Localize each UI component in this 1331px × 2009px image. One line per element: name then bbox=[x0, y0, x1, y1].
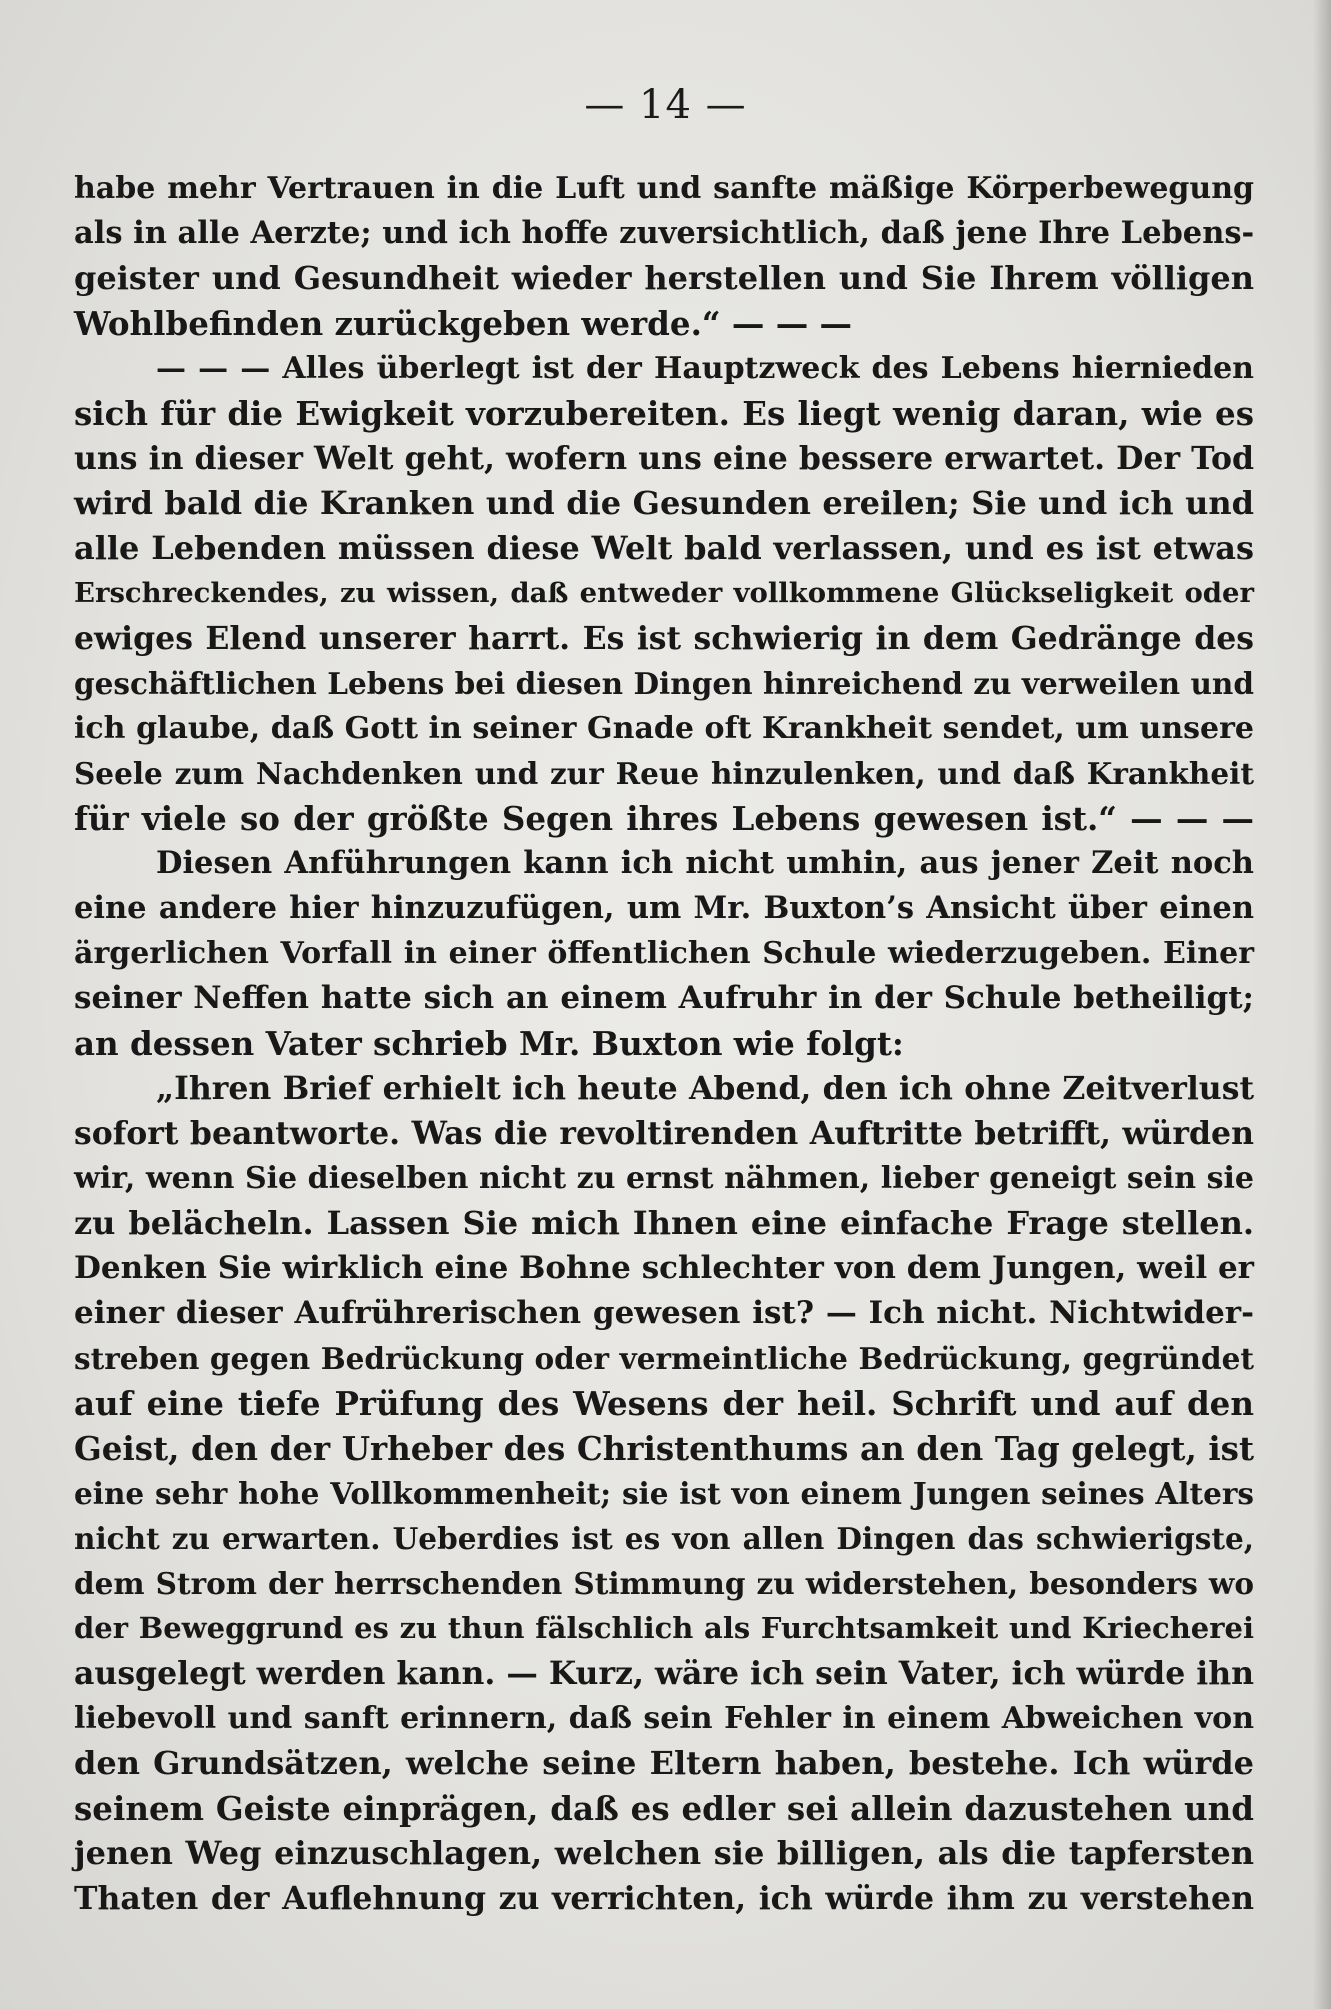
text-line: jenen Weg einzuschlagen, welchen sie billigen, als die tapfersten bbox=[74, 1834, 1254, 1872]
text-line: ewiges Elend unserer harrt. Es ist schwierig in dem Gedränge des bbox=[74, 620, 1254, 657]
text-line: eine sehr hohe Vollkommenheit; sie ist von einem Jungen seines Alters bbox=[74, 1476, 1254, 1511]
text-line: als in alle Aerzte; und ich hoffe zuversichtlich, daß jene Ihre Lebens- bbox=[74, 215, 1255, 251]
text-line: wir, wenn Sie dieselben nicht zu ernst nähmen, lieber geneigt sein sie bbox=[74, 1161, 1254, 1196]
text-line: wird bald die Kranken und die Gesunden ereilen; Sie und ich und bbox=[74, 484, 1254, 522]
text-line: habe mehr Vertrauen in die Luft und sanfte mäßige Körperbewegung bbox=[74, 171, 1254, 206]
text-line: der Beweggrund es zu thun fälschlich als Furchtsamkeit und Kriecherei bbox=[74, 1611, 1254, 1645]
text-line: streben gegen Bedrückung oder vermeintliche Bedrückung, gegründet bbox=[74, 1341, 1254, 1376]
text-line: ausgelegt werden kann. — Kurz, wäre ich sein Vater, ich würde ihn bbox=[74, 1655, 1254, 1692]
text-line: Wohlbefinden zurückgeben werde.“ — — — bbox=[74, 304, 853, 343]
text-line: alle Lebenden müssen diese Welt bald verlassen, und es ist etwas bbox=[74, 529, 1254, 567]
text-line: Diesen Anführungen kann ich nicht umhin, aus jener Zeit noch bbox=[156, 845, 1254, 881]
text-line: sich für die Ewigkeit vorzubereiten. Es liegt wenig daran, wie es bbox=[74, 394, 1254, 433]
text-line: Geist, den der Urheber des Christenthums an den Tag gelegt, ist bbox=[74, 1429, 1254, 1468]
text-line: sofort beantworte. Was die revoltirenden Auftritte betrifft, würden bbox=[74, 1115, 1254, 1152]
text-line: ärgerlichen Vorfall in einer öffentlichen Schule wiederzugeben. Einer bbox=[74, 936, 1254, 971]
text-line: einer dieser Aufrührerischen gewesen ist? — Ich nicht. Nichtwider- bbox=[74, 1295, 1254, 1331]
text-line: an dessen Vater schrieb Mr. Buxton wie folgt: bbox=[74, 1024, 904, 1063]
text-line: den Grundsätzen, welche seine Eltern haben, bestehe. Ich würde bbox=[74, 1744, 1254, 1782]
text-line: geister und Gesundheit wieder herstellen und Sie Ihrem völligen bbox=[74, 259, 1254, 297]
page-number-header: — 14 — bbox=[584, 82, 747, 128]
text-line: Denken Sie wirklich eine Bohne schlechter von dem Jungen, weil er bbox=[74, 1250, 1254, 1286]
text-line: uns in dieser Welt geht, wofern uns eine bessere erwartet. Der Tod bbox=[74, 440, 1254, 477]
text-line: auf eine tiefe Prüfung des Wesens der heil. Schrift und auf den bbox=[74, 1384, 1254, 1423]
text-line: zu belächeln. Lassen Sie mich Ihnen eine einfache Frage stellen. bbox=[74, 1204, 1254, 1242]
text-line: liebevoll und sanft erinnern, daß sein Fehler in einem Abweichen von bbox=[74, 1701, 1254, 1736]
text-line: Seele zum Nachdenken und zur Reue hinzulenken, und daß Krankheit bbox=[74, 756, 1254, 791]
text-line: Erschreckendes, zu wissen, daß entweder vollkommene Glückseligkeit oder bbox=[74, 577, 1254, 609]
body-text bbox=[74, 166, 1254, 1921]
text-line: Thaten der Auflehnung zu verrichten, ich würde ihm zu verstehen bbox=[74, 1880, 1254, 1917]
text-line: geschäftlichen Lebens bei diesen Dingen hinreichend zu verweilen und bbox=[74, 666, 1254, 701]
text-line: für viele so der größte Segen ihres Lebens gewesen ist.“ — — — bbox=[74, 799, 1254, 838]
text-line: seiner Neffen hatte sich an einem Aufruhr in der Schule betheiligt; bbox=[74, 980, 1254, 1016]
text-line: — — — Alles überlegt ist der Hauptzweck des Lebens hiernieden bbox=[156, 351, 1254, 386]
text-line: ich glaube, daß Gott in seiner Gnade oft Krankheit sendet, um unsere bbox=[74, 711, 1254, 746]
text-line: nicht zu erwarten. Ueberdies ist es von allen Dingen das schwierigste, bbox=[74, 1521, 1254, 1556]
text-line: „Ihren Brief erhielt ich heute Abend, den ich ohne Zeitverlust bbox=[156, 1070, 1254, 1107]
page-edge-shadow bbox=[1313, 0, 1331, 2009]
text-line: eine andere hier hinzuzufügen, um Mr. Buxton’s Ansicht über einen bbox=[74, 890, 1254, 926]
text-line: seinem Geiste einprägen, daß es edler sei allein dazustehen und bbox=[74, 1789, 1254, 1828]
text-line: dem Strom der herrschenden Stimmung zu widerstehen, besonders wo bbox=[74, 1566, 1254, 1601]
